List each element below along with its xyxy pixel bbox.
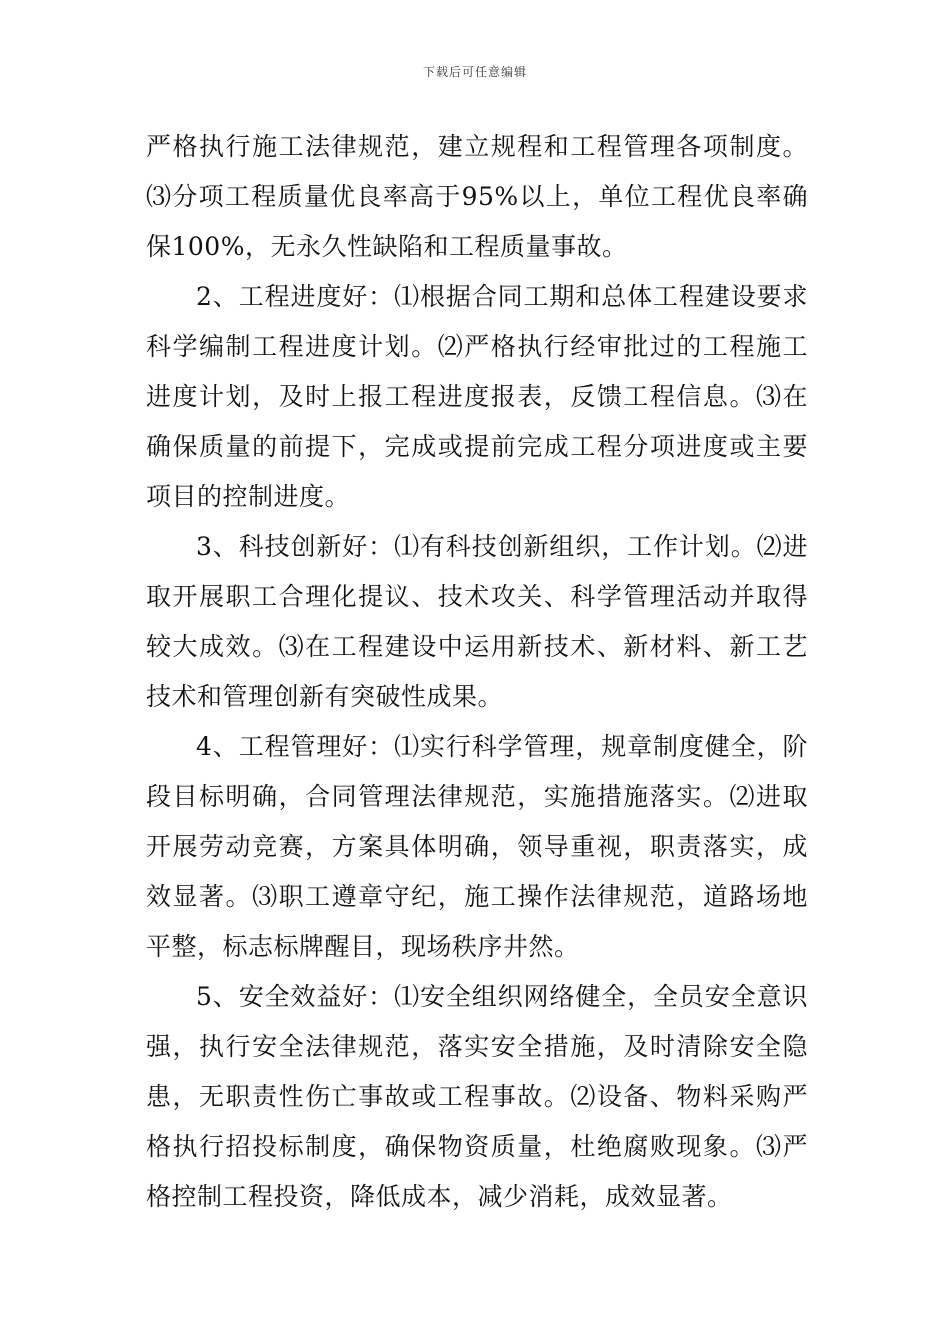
paragraph-intro: 严格执行施工法律规范，建立规程和工程管理各项制度。⑶分项工程质量优良率高于95%以上，单位工程优良率确保100%，无永久性缺陷和工程质量事故。 (146, 132, 808, 261)
paragraph-schedule: 2、工程进度好：⑴根据合同工期和总体工程建设要求科学编制工程进度计划。⑵严格执行经审批过的工程施工进度计划，及时上报工程进度报表，反馈工程信息。⑶在确保质量的前提下，完成或提前完成工程分项进度或主要项目的控制进度。 (146, 282, 808, 511)
paragraph-innovation: 3、科技创新好：⑴有科技创新组织，工作计划。⑵进取开展职工合理化提议、技术攻关、科学管理活动并取得较大成效。⑶在工程建设中运用新技术、新材料、新工艺技术和管理创新有突破性成果。 (146, 532, 808, 711)
document-body (146, 122, 808, 1222)
paragraph-safety: 5、安全效益好：⑴安全组织网络健全，全员安全意识强，执行安全法律规范，落实安全措施，及时清除安全隐患，无职责性伤亡事故或工程事故。⑵设备、物料采购严格执行招投标制度，确保物资质量，杜绝腐败现象。⑶严格控制工程投资，降低成本，减少消耗，成效显著。 (146, 982, 808, 1211)
paragraph-management: 4、工程管理好：⑴实行科学管理，规章制度健全，阶段目标明确，合同管理法律规范，实施措施落实。⑵进取开展劳动竞赛，方案具体明确，领导重视，职责落实，成效显著。⑶职工遵章守纪，施工操作法律规范，道路场地平整，标志标牌醒目，现场秩序井然。 (146, 732, 808, 961)
page-header: 下载后可任意编辑 (422, 65, 527, 79)
